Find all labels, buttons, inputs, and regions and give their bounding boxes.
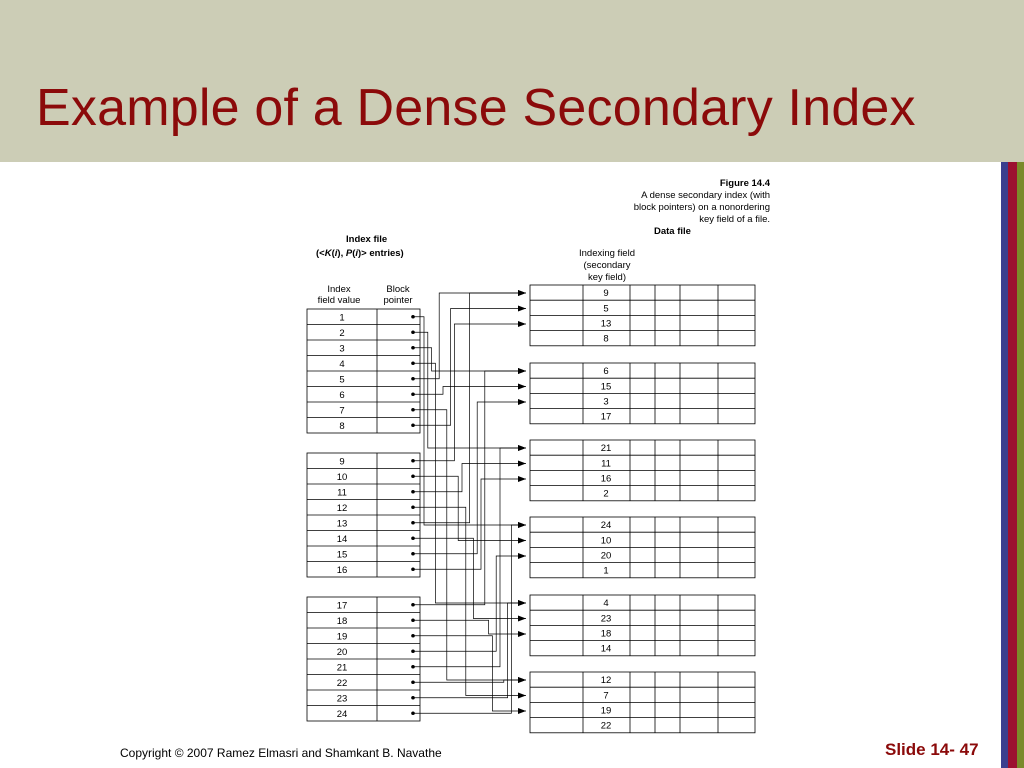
index-field-value: 6 <box>339 389 345 401</box>
index-field-value: 20 <box>336 646 348 658</box>
index-file-title: Index file <box>346 234 388 245</box>
indexing-field-value: 8 <box>603 333 609 345</box>
indexing-field-value: 17 <box>600 411 612 423</box>
indexing-field-value: 5 <box>603 303 609 315</box>
index-field-value: 11 <box>337 487 347 499</box>
index-field-value: 22 <box>336 677 348 689</box>
index-field-value: 10 <box>336 471 348 483</box>
block-pointer-header-line-1: Block <box>386 284 410 295</box>
index-field-value: 13 <box>336 518 348 530</box>
indexing-field-value: 22 <box>600 720 612 732</box>
pointer-arrow <box>413 620 526 634</box>
indexing-field-value: 11 <box>601 458 611 470</box>
index-field-value: 15 <box>336 549 348 561</box>
index-block <box>307 309 420 433</box>
indexing-field-value: 9 <box>603 288 609 300</box>
indexing-field-value: 12 <box>600 675 612 687</box>
indexing-field-value: 16 <box>600 473 612 485</box>
data-block <box>530 440 755 501</box>
pointer-arrow <box>413 525 526 713</box>
figure-caption-line-1: A dense secondary index (with <box>641 190 770 201</box>
indexing-field-value: 7 <box>603 690 609 702</box>
index-block <box>307 453 420 577</box>
pointer-arrow <box>413 538 526 618</box>
indexing-field-value: 19 <box>600 705 612 717</box>
pointer-arrow <box>413 556 526 651</box>
indexing-field-value: 1 <box>603 565 609 577</box>
indexing-field-value: 23 <box>600 613 612 625</box>
figure-caption-line-2: block pointers) on a nonordering <box>633 202 770 213</box>
indexing-field-header-line-3: key field) <box>587 272 627 283</box>
index-field-value: 12 <box>336 502 348 514</box>
index-field-value: 5 <box>339 374 345 386</box>
pointer-arrow <box>413 293 526 523</box>
index-field-value: 16 <box>336 564 348 576</box>
index-field-value: 18 <box>336 615 348 627</box>
index-field-value: 8 <box>339 420 345 432</box>
index-field-value: 19 <box>336 631 348 643</box>
index-file-blocks <box>307 309 420 721</box>
indexing-field-value: 15 <box>600 381 612 393</box>
index-field-value: 21 <box>336 662 348 674</box>
index-field-value: 23 <box>336 693 348 705</box>
index-field-value: 7 <box>339 405 345 417</box>
data-block <box>530 517 755 578</box>
indexing-field-value: 4 <box>603 598 609 610</box>
copyright-notice: Copyright © 2007 Ramez Elmasri and Shamkant B. Navathe <box>120 746 442 760</box>
pointer-arrow <box>413 636 526 711</box>
indexing-field-value: 13 <box>600 318 612 330</box>
index-field-value: 24 <box>336 708 348 720</box>
slide-number: Slide 14- 47 <box>885 740 979 759</box>
indexing-field-value: 24 <box>600 520 612 532</box>
pointer-arrow <box>413 507 526 695</box>
index-field-value: 3 <box>339 343 345 355</box>
indexing-field-value: 14 <box>600 643 612 655</box>
index-field-value: 17 <box>336 600 348 612</box>
index-field-value: 4 <box>339 358 345 370</box>
index-field-value: 1 <box>339 312 345 324</box>
indexing-field-value: 2 <box>603 488 609 500</box>
data-block <box>530 595 755 656</box>
pointer-arrows <box>413 293 526 713</box>
data-block <box>530 672 755 733</box>
indexing-field-value: 10 <box>600 535 612 547</box>
indexing-field-header-line-1: Indexing field <box>579 248 635 259</box>
data-file-blocks <box>530 285 755 733</box>
data-block <box>530 363 755 424</box>
indexing-field-header-line-2: (secondary <box>583 260 631 271</box>
index-block <box>307 597 420 721</box>
indexing-field-value: 20 <box>600 550 612 562</box>
index-field-header-line-1: Index <box>327 284 351 295</box>
figure-caption-line-3: key field of a file. <box>699 214 770 225</box>
indexing-field-value: 6 <box>603 366 609 378</box>
index-file-entries: (<K(i), P(i)> entries) <box>316 248 404 259</box>
index-field-value: 14 <box>336 533 348 545</box>
indexing-field-value: 18 <box>600 628 612 640</box>
block-pointer-header-line-2: pointer <box>383 295 413 306</box>
data-file-title: Data file <box>654 226 691 237</box>
index-field-value: 9 <box>339 456 345 468</box>
index-field-value: 2 <box>339 327 345 339</box>
indexing-field-value: 3 <box>603 396 609 408</box>
data-block <box>530 285 755 346</box>
slide-title: Example of a Dense Secondary Index <box>36 79 916 137</box>
index-field-header-line-2: field value <box>317 295 361 306</box>
pointer-arrow <box>413 603 526 698</box>
indexing-field-value: 21 <box>600 443 612 455</box>
figure-number: Figure 14.4 <box>719 178 770 189</box>
